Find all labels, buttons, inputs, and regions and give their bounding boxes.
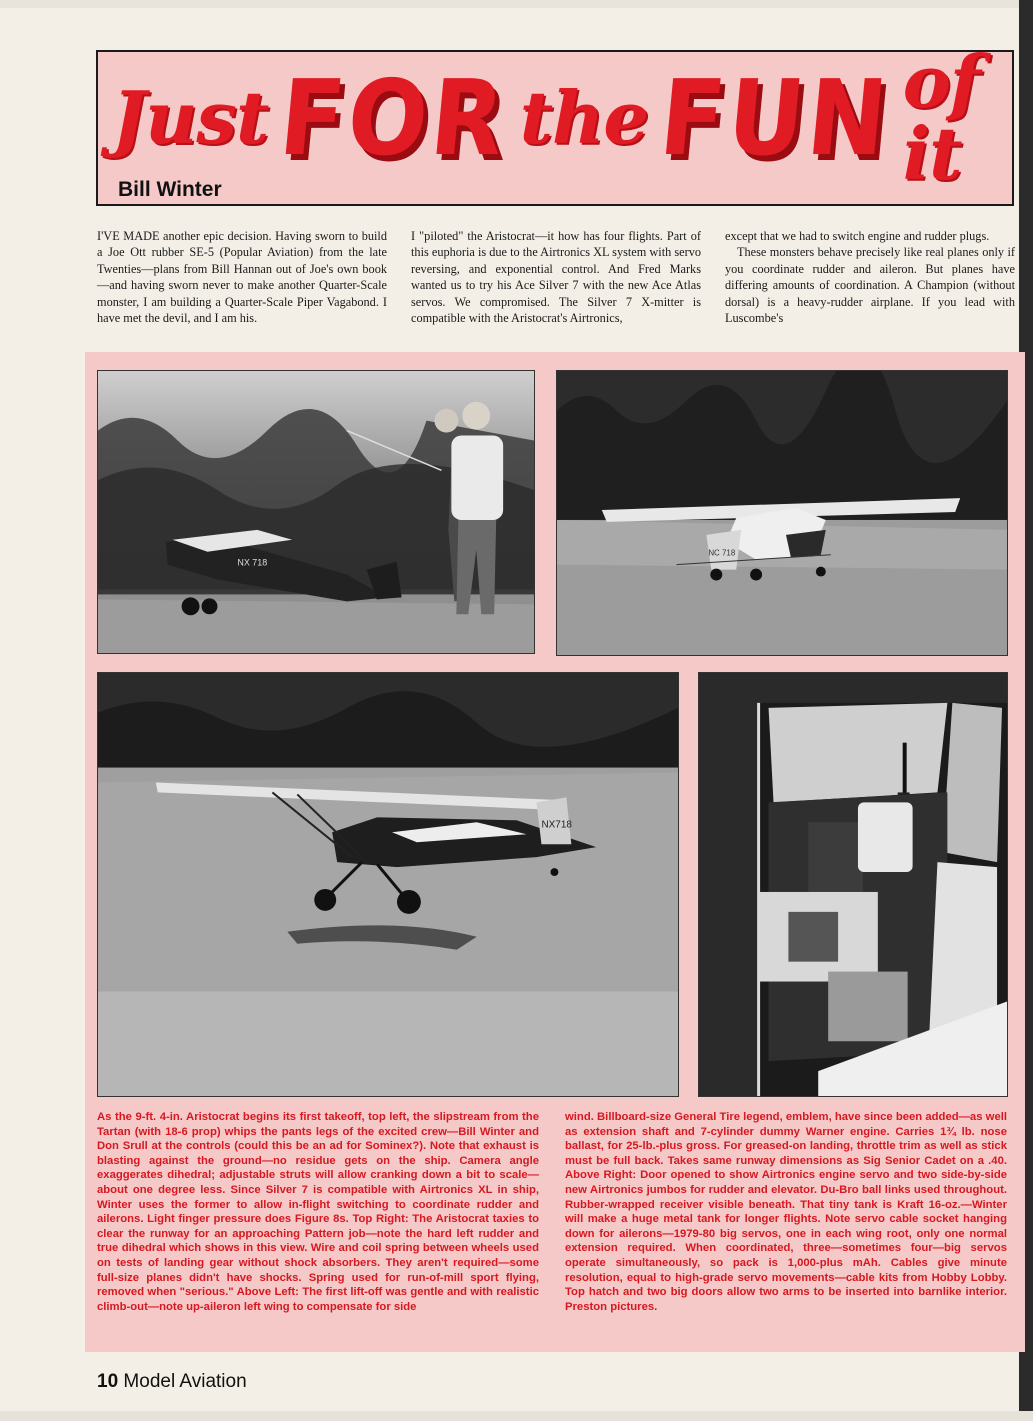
title-word-the: the	[519, 75, 649, 160]
title-word-for: FOR	[275, 57, 513, 179]
intro-column-3	[725, 228, 1015, 348]
plane-registration-1: NX 718	[237, 557, 268, 568]
plane-registration-3: NX718	[541, 819, 572, 831]
photo-takeoff-crew	[97, 370, 535, 654]
page-number: 10	[97, 1371, 119, 1392]
photo-taxiing	[556, 370, 1008, 656]
photo-lift-off-image	[98, 673, 678, 1096]
magazine-name: Model Aviation	[123, 1371, 247, 1392]
title-word-just: Just	[112, 75, 269, 160]
photo-interior	[698, 672, 1008, 1097]
photo-taxiing-image	[557, 371, 1007, 655]
intro-column-1: I'VE MADE another epic decision. Having sworn to build a Joe Ott rubber SE-5 (Popular Aviation) from the late Twenties—plans from Bill Hannan out of Joe's own book—and having sworn never to make another Quarter-Scale monster, I am building a Quarter-Scale Piper Vagabond. I have met the devil, and I am his.	[97, 229, 387, 326]
photo-caption	[97, 1110, 1007, 1348]
byline: Bill Winter	[118, 178, 222, 201]
intro-columns	[97, 228, 1015, 348]
photo-takeoff-crew-image	[98, 371, 534, 653]
title-banner	[96, 39, 1014, 206]
plane-registration-2: NC 718	[708, 548, 736, 558]
photo-lift-off	[97, 672, 679, 1097]
page-footer	[97, 1371, 247, 1393]
caption-column-left: As the 9-ft. 4-in. Aristocrat begins its first takeoff, top left, the slipstream from the Tartan (with 18-6 prop) whips the pants legs of the excited crew—Bill Winter and Don Srull at the controls (could this be an ad for Sominex?). Note that exhaust is blasting against the ground—no residue gets on the ship. Camera angle exaggerates dihedral; adjustable struts will allow cranking down a bit to scale—about one degree less. Since Silver 7 is compatible with Airtronics XL in ship, Winter uses the former to allow in-flight switching to coordinate rudder and ailerons. Light finger pressure does Figure 8s. Top Right: The Aristocrat taxies to clear the runway for an approaching Pattern job—note the hard left rudder and true dihedral which shows in this view. Wire and coil spring between wheels used on tests of landing gear without shock absorbers. They aren't required—some full-size planes didn't have shocks. Spring used for run-of-mill sport flying, removed when "serious." Above Left: The first lift-off was gentle and with realistic climb-out—note up-aileron left wing to compensate for side	[97, 1111, 539, 1313]
photo-interior-image	[699, 673, 1007, 1096]
title-word-of-it: of it	[902, 39, 980, 196]
title-word-fun: FUN	[655, 57, 896, 179]
page-edge-top	[0, 0, 1033, 8]
intro-column-3-para-2: These monsters behave precisely like real planes only if you coordinate rudder and aileron. But planes have differing amounts of coordination. A Champion (without dorsal) is a heavy-rudder airplane. If you lead with Luscombe's	[725, 245, 1015, 326]
page-edge-bottom	[0, 1411, 1033, 1421]
intro-column-3-para-1: except that we had to switch engine and rudder plugs.	[725, 229, 990, 243]
intro-column-2: I "piloted" the Aristocrat—it how has four flights. Part of this euphoria is due to the Airtronics XL system with servo reversing, and exponential control. And Fred Marks wanted us to try his Ace Silver 7 with the new Ace Atlas servos. We compromised. The Silver 7 X-mitter is compatible with the Aristocrat's Airtronics,	[411, 229, 701, 326]
caption-column-right: wind. Billboard-size General Tire legend, emblem, have since been added—as well as extension shaft and 7-cylinder dummy Warner engine. Carries 1¾ lb. nose ballast, for 25-lb.-plus gross. For greased-on landing, throttle trim as well as stick must be full back. Takes same runway dimensions as Sig Senior Cadet on a .40. Above Right: Door opened to show Airtronics engine servo and two side-by-side new Airtronics jumbos for rudder and elevator. Du-Bro ball links used throughout. Rubber-wrapped receiver visible beneath. That tiny tank is Kraft 16-oz.—Winter will make a huge metal tank for longer flights. Note servo cable socket hanging down for ailerons—1979-80 big servos, one in each wing root, only one normal extension required. When coordinated, three—sometimes four—big servos operate simultaneously, so pack is 1,000-plus mAh. Cables give minute resolution, equal to high-grade servo movements—cable kits from Hobby Lobby. Top hatch and two big doors allow two arms to be inserted into barnlike interior. Preston pictures.	[565, 1111, 1007, 1313]
